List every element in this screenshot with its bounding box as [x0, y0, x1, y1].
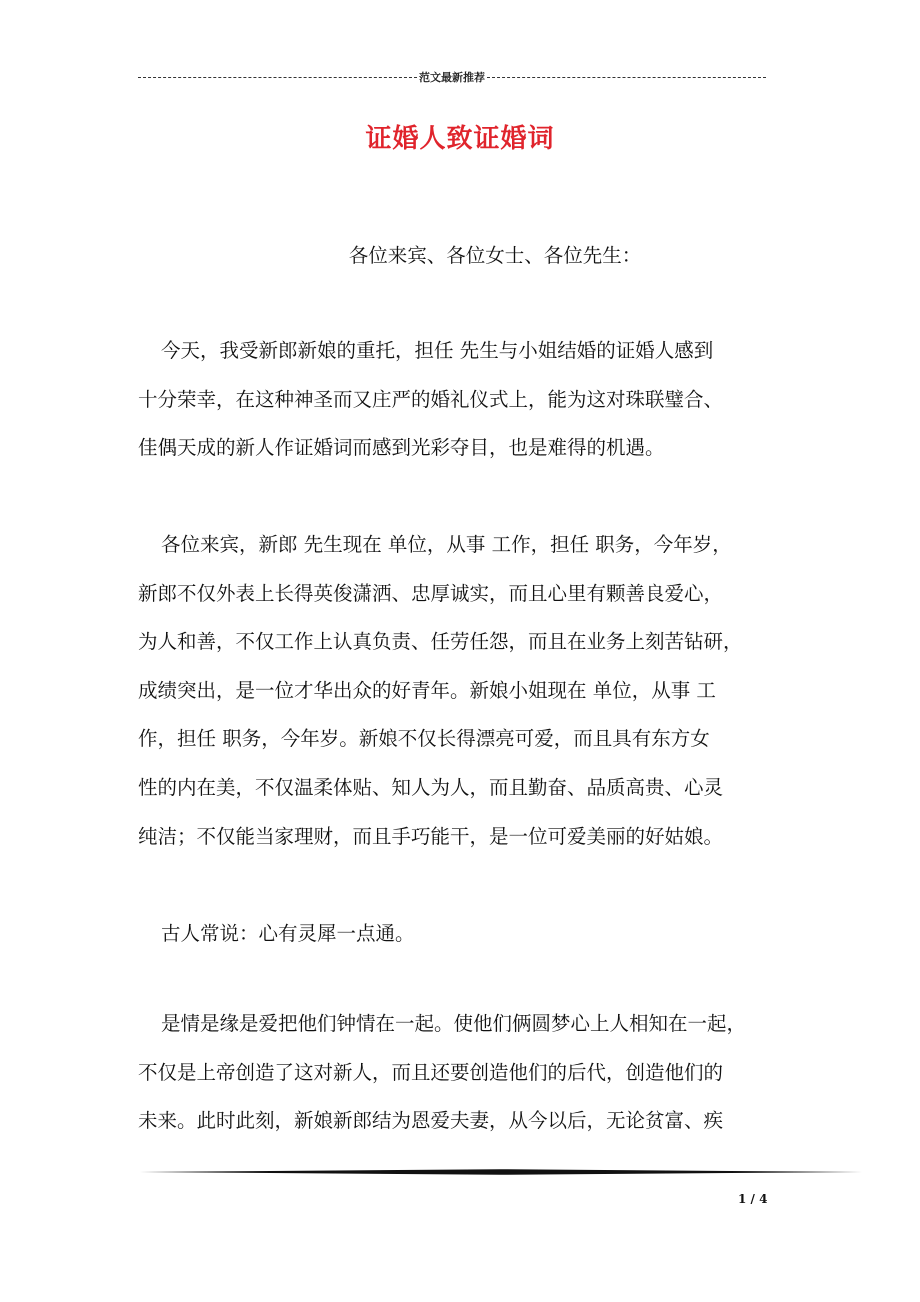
paragraph-line: 未来。此时此刻，新娘新郎结为恩爱夫妻，从今以后，无论贫富、疾: [138, 1109, 724, 1133]
document-title: 证婚人致证婚词: [365, 124, 555, 154]
paragraph-2: [138, 521, 803, 861]
header-dash-left: [138, 77, 417, 78]
paragraph-4: [138, 1000, 803, 1146]
paragraph-line: 性的内在美，不仅温柔体贴、知人为人，而且勤奋、品质高贵、心灵: [138, 775, 724, 799]
paragraph-line: 佳偶天成的新人作证婚词而感到光彩夺目，也是难得的机遇。: [138, 436, 665, 460]
paragraph-1: [138, 327, 803, 473]
paragraph-line: 成绩突出，是一位才华出众的好青年。新娘小姐现在 单位，从事 工: [138, 678, 716, 702]
paragraph-line: 是情是缘是爱把他们钟情在一起。使他们俩圆梦心上人相知在一起，: [161, 1012, 747, 1035]
paragraph-line: 作，担任 职务，今年岁。新娘不仅长得漂亮可爱，而且具有东方女: [138, 727, 710, 751]
paragraph-line: 纯洁；不仅能当家理财，而且手巧能干，是一位可爱美丽的好姑娘。: [138, 824, 724, 848]
header-banner-text: 范文最新推荐: [419, 71, 485, 84]
paragraph-line: 十分荣幸，在这种神圣而又庄严的婚礼仪式上，能为这对珠联璧合、: [138, 387, 724, 411]
page-header: [138, 68, 766, 86]
salutation: 各位来宾、各位女士、各位先生：: [348, 244, 642, 267]
footer-rule-shape: [140, 1168, 862, 1176]
header-dash-right: [487, 77, 766, 78]
paragraph-line: 今天，我受新郎新娘的重托，担任 先生与小姐结婚的证婚人感到: [161, 339, 714, 362]
paragraph-line: 为人和善，不仅工作上认真负责、任劳任怨，而且在业务上刻苦钻研，: [138, 630, 743, 654]
paragraph-line: 各位来宾，新郎 先生现在 单位，从事 工作，担任 职务，今年岁，: [161, 533, 732, 556]
page-number: 1 / 4: [738, 1192, 768, 1206]
paragraph-line: 古人常说：心有灵犀一点通。: [161, 922, 415, 945]
paragraph-3: [138, 910, 803, 959]
footer-rule: [140, 1168, 862, 1176]
paragraph-line: 不仅是上帝创造了这对新人，而且还要创造他们的后代，创造他们的: [138, 1060, 724, 1084]
paragraph-line: 新郎不仅外表上长得英俊潇洒、忠厚诚实，而且心里有颗善良爱心，: [138, 581, 724, 605]
